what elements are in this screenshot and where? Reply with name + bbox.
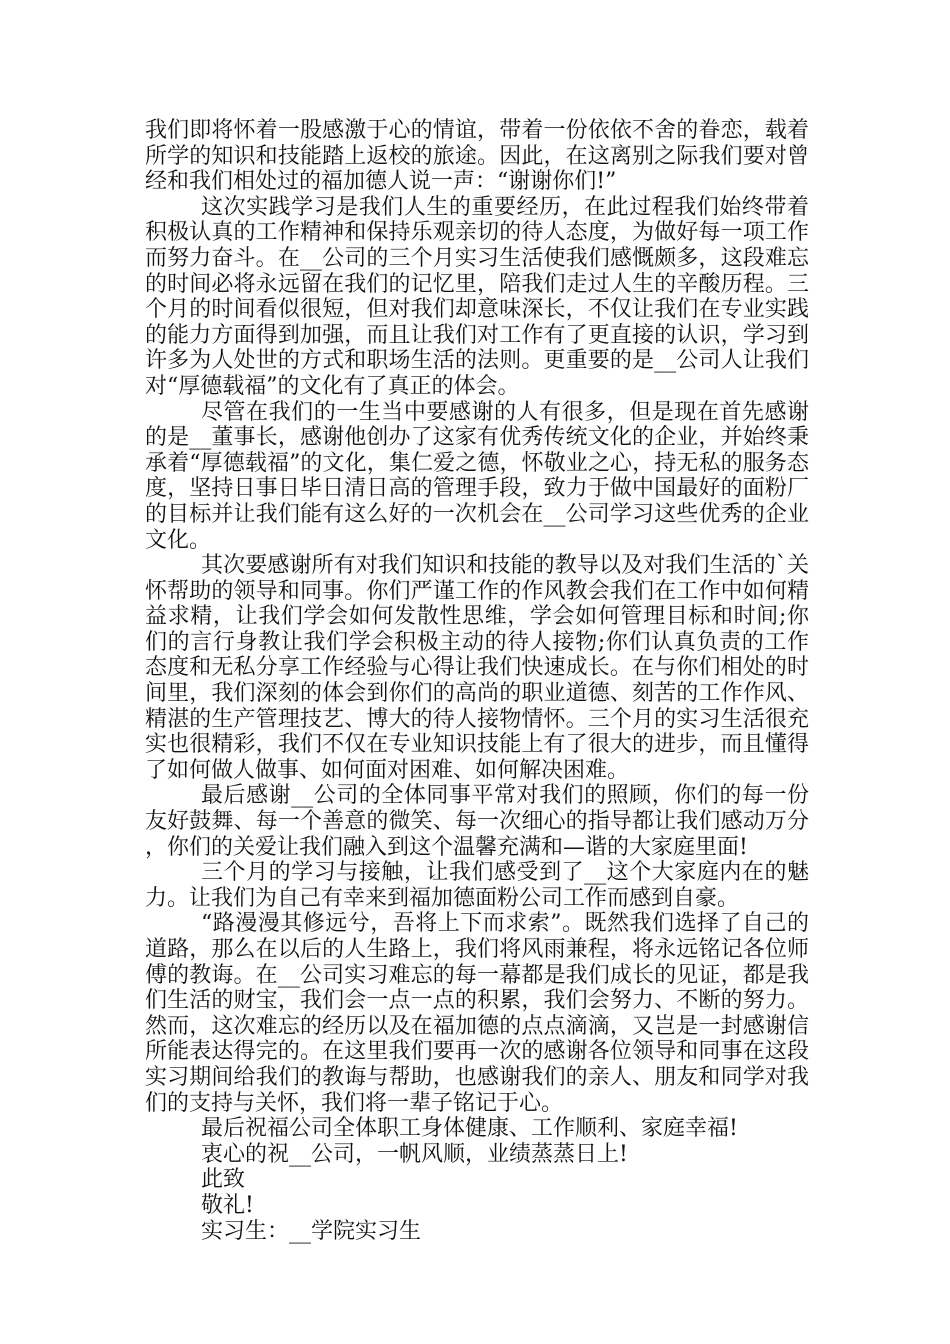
paragraph-7: “路漫漫其修远兮，吾将上下而求索”。既然我们选择了自己的道路，那么在以后的人生路上，我们将风雨兼程，将永远铭记各位师傅的教诲。在__公司实习难忘的每一幕都是我们成长的见证，都是我们生活的财宝，我们会一点一点的积累，我们会努力、不断的努力。然而，这次难忘的经历以及在福加德的点点滴滴，又岂是一封感谢信所能表达得完的。在这里我们要再一次的感谢各位领导和同事在这段实习期间给我们的教诲与帮助，也感谢我们的亲人、朋友和同学对我们的支持与关怀，我们将一辈子铭记于心。 bbox=[145, 911, 809, 1116]
paragraph-1: 我们即将怀着一股感激于心的情谊，带着一份依依不舍的眷恋，载着所学的知识和技能踏上返校的旅途。因此，在这离别之际我们要对曾经和我们相处过的福加德人说一声：“谢谢你们!” bbox=[145, 118, 809, 195]
closing-blessing: 最后祝福公司全体职工身体健康、工作顺利、家庭幸福! bbox=[201, 1116, 738, 1142]
paragraph-2: 这次实践学习是我们人生的重要经历，在此过程我们始终带着积极认真的工作精神和保持乐观亲切的待人态度，为做好每一项工作而努力奋斗。在__公司的三个月实习生活使我们感慨颇多，这段难忘的时间必将永远留在我们的记忆里，陪我们走过人生的辛酸历程。三个月的时间看似很短，但对我们却意味深长，不仅让我们在专业实践的能力方面得到加强，而且让我们对工作有了更直接的认识，学习到许多为人处世的方式和职场生活的法则。更重要的是__公司人让我们对“厚德载福”的文化有了真正的体会。 bbox=[145, 194, 809, 399]
closing-signature: 实习生：__学院实习生 bbox=[201, 1218, 422, 1244]
closing-regards: 敬礼! bbox=[201, 1192, 254, 1218]
closing-salutation: 此致 bbox=[201, 1167, 246, 1193]
closing-wish: 衷心的祝__公司，一帆风顺，业绩蒸蒸日上! bbox=[201, 1141, 628, 1167]
paragraph-4: 其次要感谢所有对我们知识和技能的教导以及对我们生活的`关怀帮助的领导和同事。你们严谨工作的作风教会我们在工作中如何精益求精，让我们学会如何发散性思维，学会如何管理目标和时间;你们的言行身教让我们学会积极主动的待人接物;你们认真负责的工作态度和无私分享工作经验与心得让我们快速成长。在与你们相处的时间里，我们深刻的体会到你们的高尚的职业道德、刻苦的工作作风、精湛的生产管理技艺、博大的待人接物情怀。三个月的实习生活很充实也很精彩，我们不仅在专业知识技能上有了很大的进步，而且懂得了如何做人做事、如何面对困难、如何解决困难。 bbox=[145, 553, 809, 783]
paragraph-6: 三个月的学习与接触，让我们感受到了__这个大家庭内在的魅力。让我们为自己有幸来到福加德面粉公司工作而感到自豪。 bbox=[145, 860, 809, 911]
paragraph-3: 尽管在我们的一生当中要感谢的人有很多，但是现在首先感谢的是__董事长，感谢他创办了这家有优秀传统文化的企业，并始终秉承着“厚德载福”的文化，集仁爱之德，怀敬业之心，持无私的服务态度，坚持日事日毕日清日高的管理手段，致力于做中国最好的面粉厂的目标并让我们能有这么好的一次机会在__公司学习这些优秀的企业文化。 bbox=[145, 399, 809, 553]
paragraph-5: 最后感谢__公司的全体同事平常对我们的照顾，你们的每一份友好鼓舞、每一个善意的微笑、每一次细心的指导都让我们感动万分，你们的关爱让我们融入到这个温馨充满和—谐的大家庭里面! bbox=[145, 783, 809, 860]
letter-page bbox=[145, 118, 809, 1244]
